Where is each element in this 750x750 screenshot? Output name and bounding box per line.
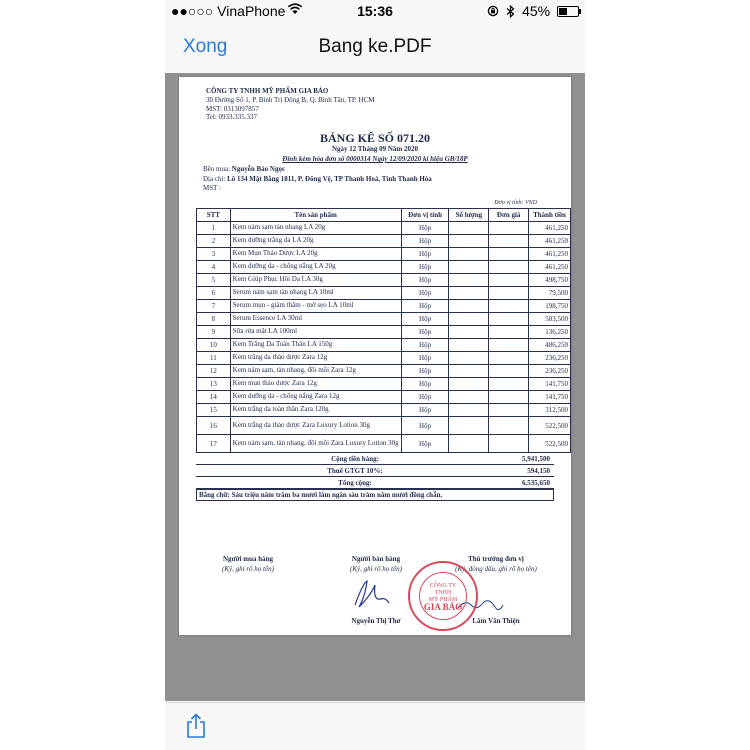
product-name: Serum Essence LA 30ml [230,313,401,326]
company-address: 30 Đường Số 1, P. Bình Trị Đông B, Q. Bình Tân, TP. HCM [206,95,375,104]
price-cell [489,365,529,378]
quantity-cell [449,274,489,287]
buyer-address: Lô 134 Mặt Bằng 1811, P. Đông Vệ, TP Thanh Hoá, Tỉnh Thanh Hóa [227,174,432,183]
signature-hint: (Ký, ghi rõ họ tên) [350,565,402,573]
quantity-cell [449,235,489,248]
table-row [197,261,571,274]
signature-name: Lâm Văn Thiện [472,617,520,625]
quantity-cell [449,313,489,326]
address-label: Địa chỉ: [203,174,226,183]
table-row [197,222,571,235]
table-row [197,300,571,313]
seal-inner [419,572,467,620]
company-header [206,87,374,122]
status-bar [165,0,585,22]
amount-cell: 522,500 [529,417,571,435]
seal-line: GIA BẢO [423,602,463,612]
seal-line: CÔNG TY [429,583,457,589]
amount-cell: 461,250 [529,261,571,274]
table-row [197,404,571,417]
items-table [196,208,571,453]
status-right [487,3,579,19]
currency-note: Đơn vị tính: VND [494,200,537,206]
table-header-row [197,209,571,222]
amount-cell: 141,750 [529,378,571,391]
column-header: STT [197,209,231,222]
signature-hint: (Ký, ghi rõ họ tên) [222,565,274,573]
invoice-attachment: Đính kèm hóa đơn số 0000314 Ngày 12/09/2020 kí hiệu GB/18P [282,155,468,163]
status-time: 15:36 [357,3,393,19]
price-cell [489,404,529,417]
amount-cell: 461,250 [529,235,571,248]
company-phone: Tel: 0933.335.337 [206,113,258,122]
vat-row [196,465,554,477]
unit-cell: Hộp [401,248,449,261]
items-area [196,208,571,501]
table-row [197,313,571,326]
product-name: Kem trắng da thảo dược Zara 12g [230,352,401,365]
statement-date: Ngày 12 Tháng 09 Năm 2020 [331,145,419,153]
unit-cell: Hộp [401,378,449,391]
price-cell [489,235,529,248]
buyer-label: Bên mua: [203,165,231,173]
quantity-cell [449,417,489,435]
signature-role: Người mua hàng [222,555,274,563]
table-row [197,274,571,287]
product-name: Kem Giúp Phục Hồi Da LA 30g [230,274,401,287]
company-name: CÔNG TY TNHH MỸ PHẨM GIA BẢO [206,87,329,95]
row-index: 2 [197,235,231,248]
row-index: 7 [197,300,231,313]
items-body [197,222,571,453]
unit-cell: Hộp [401,287,449,300]
table-row [197,352,571,365]
product-name: Kem nám sạm, tàn nhang, đồi mồi Zara Luxury Lotion 30g [230,435,401,453]
price-cell [489,378,529,391]
product-name: Kem mụn thảo dược Zara 12g [230,378,401,391]
product-name: Serum nám sạm tàn nhang LA 10ml [230,287,401,300]
table-row [197,417,571,435]
amount-cell: 486,250 [529,339,571,352]
product-name: Kem dưỡng da - chống nắng Zara 12g [230,391,401,404]
product-name: Kem dưỡng da - chống nắng LA 20g [230,261,401,274]
statement-title: BẢNG KÊ SỐ 071.20 [319,131,430,145]
row-index: 12 [197,365,231,378]
buyer-name: Nguyễn Bảo Ngọc [231,165,286,173]
unit-cell: Hộp [401,274,449,287]
unit-cell: Hộp [401,326,449,339]
column-header: Đơn giá [489,209,529,222]
amount-cell: 583,500 [529,313,571,326]
seal-line: TNHH [434,590,452,596]
amount-cell: 141,750 [529,391,571,404]
price-cell [489,352,529,365]
quantity-cell [449,261,489,274]
signature-hint: (Ký, đóng dấu, ghi rõ họ tên) [455,565,537,573]
amount-cell: 136,250 [529,326,571,339]
pdf-page [179,77,571,635]
price-cell [489,326,529,339]
row-index: 6 [197,287,231,300]
document-title: Bang ke.PDF [318,36,432,57]
quantity-cell [449,339,489,352]
product-name: Kem Trắng Da Toàn Thân LA 150g [230,339,401,352]
battery-icon [557,6,579,17]
amount-cell: 498,750 [529,274,571,287]
quantity-cell [449,287,489,300]
vat-label: Thuế GTGT 10%: [327,467,383,475]
carrier-label: ●●○○○ VinaPhone [171,3,286,19]
unit-cell: Hộp [401,235,449,248]
row-index: 13 [197,378,231,391]
price-cell [489,313,529,326]
quantity-cell [449,365,489,378]
table-row [197,235,571,248]
price-cell [489,261,529,274]
price-cell [489,287,529,300]
row-index: 3 [197,248,231,261]
rotation-lock-icon [487,3,503,19]
quantity-cell [449,352,489,365]
unit-cell: Hộp [401,352,449,365]
row-index: 1 [197,222,231,235]
row-index: 10 [197,339,231,352]
product-name: Kem Mụn Thảo Dược LA 20g [230,248,401,261]
unit-cell: Hộp [401,222,449,235]
seller-signature [321,555,431,625]
battery-fill [559,8,567,15]
buyer-info [203,165,432,194]
row-index: 16 [197,417,231,435]
total-row [196,477,554,489]
bluetooth-icon [503,3,522,19]
company-mst: MST: 0313097857 [206,104,259,113]
unit-cell: Hộp [401,435,449,453]
product-name: Kem dưỡng trắng da LA 20g [230,235,401,248]
product-name: Sữa rửa mặt LA 100ml [230,326,401,339]
vat-value: 594,150 [527,467,550,475]
unit-cell: Hộp [401,365,449,378]
done-button[interactable]: Xong [183,36,228,57]
product-name: Kem nám sạm, tàn nhang, đồi mồi Zara 12g [230,365,401,378]
quantity-cell [449,435,489,453]
price-cell [489,435,529,453]
table-row [197,435,571,453]
seller-signature-mark [351,577,391,611]
price-cell [489,300,529,313]
row-index: 8 [197,313,231,326]
price-cell [489,248,529,261]
share-icon[interactable] [185,713,207,739]
price-cell [489,339,529,352]
total-value: 6,535,650 [522,479,550,487]
row-index: 4 [197,261,231,274]
quantity-cell [449,222,489,235]
unit-cell: Hộp [401,417,449,435]
subtotal-label: Cộng tiền hàng: [331,455,379,463]
unit-cell: Hộp [401,313,449,326]
price-cell [489,274,529,287]
nav-bar [165,22,585,72]
row-index: 9 [197,326,231,339]
price-cell [489,417,529,435]
quantity-cell [449,391,489,404]
seal-line: MỸ PHẨM [428,597,458,603]
pdf-viewer[interactable] [165,73,585,701]
signature-role: Người bán hàng [351,555,401,563]
table-row [197,339,571,352]
price-cell [489,222,529,235]
table-row [197,391,571,404]
amount-cell: 236,250 [529,365,571,378]
amount-cell: 236,250 [529,352,571,365]
quantity-cell [449,378,489,391]
product-name: Kem trắng da thảo dược Zara Luxury Lotion 30g [230,417,401,435]
company-seal [408,561,478,631]
price-cell [489,391,529,404]
amount-cell: 79,500 [529,287,571,300]
product-name: Serum mụn - giảm thâm - mờ sẹo LA 10ml [230,300,401,313]
column-header: Tên sản phẩm [230,209,401,222]
row-index: 5 [197,274,231,287]
amount-cell: 198,750 [529,300,571,313]
amount-cell: 522,500 [529,435,571,453]
column-header: Thành tiền [529,209,571,222]
signature-role: Thủ trưởng đơn vị [468,555,524,563]
table-row [197,365,571,378]
buyer-signature [193,555,303,573]
row-index: 11 [197,352,231,365]
amount-cell: 461,250 [529,222,571,235]
product-name: Kem trắng da toàn thân Zara 120g [230,404,401,417]
row-index: 17 [197,435,231,453]
amount-cell: 461,250 [529,248,571,261]
product-name: Kem nám sạm tàn nhang LA 20g [230,222,401,235]
total-label: Tổng cộng: [338,479,372,487]
amount-in-words: Bằng chữ: Sáu triệu năm trăm ba mươi lăm ngàn sáu trăm năm mươi đồng chẵn. [196,489,554,501]
column-header: Số lượng [449,209,489,222]
subtotal-row [196,453,554,465]
quantity-cell [449,248,489,261]
battery-percent: 45% [522,3,551,19]
subtotal-value: 5,941,500 [522,455,550,463]
quantity-cell [449,404,489,417]
phone-screen [165,0,585,750]
table-row [197,287,571,300]
unit-cell: Hộp [401,339,449,352]
amount-cell: 312,500 [529,404,571,417]
signature-name: Nguyễn Thị Thơ [351,617,401,625]
unit-cell: Hộp [401,404,449,417]
bottom-toolbar [165,702,585,750]
mst-label: MST : [203,184,221,192]
totals-block [196,453,554,489]
unit-cell: Hộp [401,300,449,313]
unit-cell: Hộp [401,391,449,404]
row-index: 14 [197,391,231,404]
table-row [197,378,571,391]
quantity-cell [449,300,489,313]
row-index: 15 [197,404,231,417]
table-row [197,326,571,339]
column-header: Đơn vị tính [401,209,449,222]
table-row [197,248,571,261]
unit-cell: Hộp [401,261,449,274]
quantity-cell [449,326,489,339]
